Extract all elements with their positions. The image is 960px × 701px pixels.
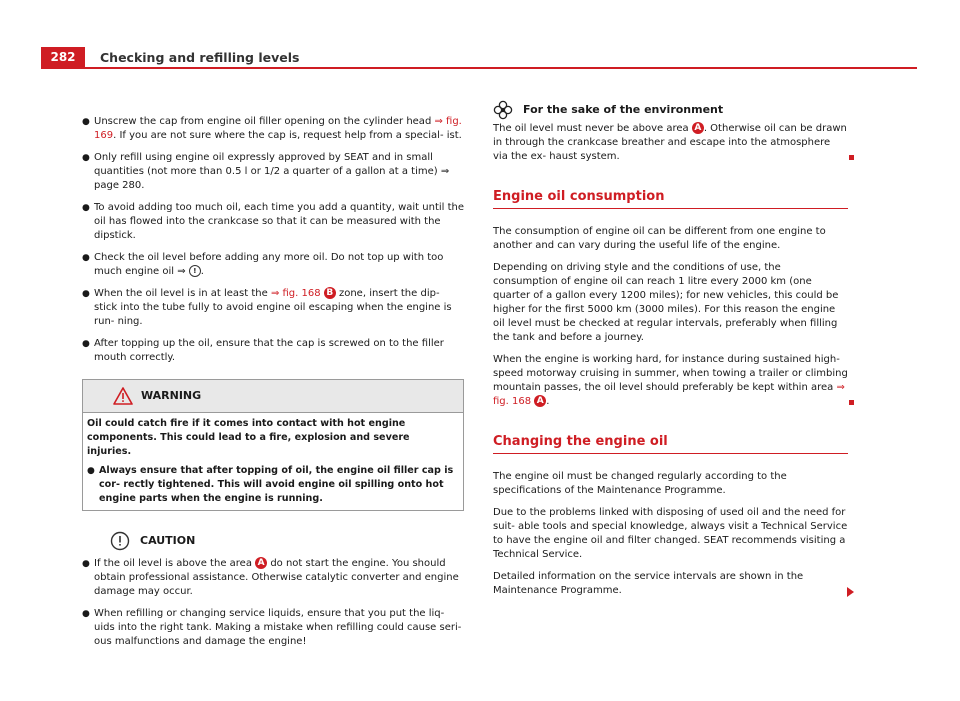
bullet-icon: ● bbox=[82, 609, 90, 619]
right-column bbox=[493, 103, 848, 606]
caution-ref-icon[interactable]: ! bbox=[189, 265, 201, 277]
warning-text: Oil could catch fire if it comes into contact with hot engine components. This could lead to a fire, explosion and severe injuries. bbox=[87, 418, 410, 457]
list-item: ● When refilling or changing service liquids, ensure that you put the liq- uids into the right tank. Making a mistake when refilling could cause seri- ous malfunctions and damage the engine! bbox=[82, 608, 462, 647]
paragraph: Detailed information on the service intervals are shown in the Maintenance Programme. bbox=[493, 570, 848, 598]
caution-title: CAUTION bbox=[140, 534, 196, 547]
list-item: ● Always ensure that after topping of oil, the engine oil filler cap is cor- rectly tightened. This will avoid engine oil spilling onto hot engine parts when the engine is running. bbox=[87, 465, 454, 504]
paragraph: The consumption of engine oil can be different from one engine to another and can vary during the useful life of the engine. bbox=[493, 226, 826, 251]
bullet-icon: ● bbox=[82, 203, 90, 213]
continue-arrow-icon bbox=[847, 587, 854, 597]
warning-box bbox=[82, 379, 464, 511]
caution-header bbox=[82, 529, 464, 553]
list-item: ● If the oil level is above the area A do not start the engine. You should obtain professional assistance. Otherwise catalytic converter and engine damage may occur. bbox=[82, 558, 459, 597]
list-item: ● To avoid adding too much oil, each time you add a quantity, wait until the oil has flowed into the crankcase so that it can be measured with the dipstick. bbox=[82, 202, 465, 241]
environment-text: The oil level must never be above area A . Otherwise oil can be drawn in through the crankcase breather and escape into the atmosphere via the ex- haust system. bbox=[493, 122, 848, 164]
list-item: ● When the oil level is in at least the ⇒ fig. 168 B zone, insert the dip- stick into the tube fully to avoid engine oil escaping when the engine is run- ning. bbox=[82, 288, 452, 327]
environment-header bbox=[493, 100, 848, 120]
paragraph: When the engine is working hard, for instance during sustained high-speed motorway cruising in summer, when towing a trailer or climbing mountain passes, the oil level should preferably be kept within area ⇒ fig. 168 A . bbox=[493, 353, 848, 409]
paragraph: The engine oil must be changed regularly according to the specifications of the Maintenance Programme. bbox=[493, 471, 787, 496]
header-rule bbox=[41, 67, 917, 69]
section-end-marker bbox=[849, 155, 854, 160]
environment-title: For the sake of the environment bbox=[523, 103, 724, 116]
zone-b-badge: B bbox=[324, 287, 336, 299]
bullet-icon: ● bbox=[82, 117, 90, 127]
section-title-oil-consumption: Engine oil consumption bbox=[493, 190, 848, 209]
page-number: 282 bbox=[41, 47, 85, 67]
bullet-icon: ● bbox=[82, 559, 90, 569]
environment-flower-icon bbox=[493, 100, 513, 120]
section-title-changing-oil: Changing the engine oil bbox=[493, 435, 848, 454]
paragraph: Depending on driving style and the conditions of use, the consumption of engine oil can reach 1 litre every 2000 km (one quarter of a gallon every 1200 miles); for new vehicles, this could be higher for the first 5000 km (3000 miles). For this reason the engine oil level must be checked at regular intervals, preferably when filling the tank and before a journey. bbox=[493, 262, 839, 343]
fig-168-link[interactable]: ⇒ fig. 168 bbox=[270, 288, 321, 299]
left-column bbox=[82, 115, 464, 657]
area-a-badge: A bbox=[534, 395, 546, 407]
warning-body bbox=[83, 412, 463, 510]
paragraph: Due to the problems linked with disposing of used oil and the need for suit- able tools and special knowledge, always visit a Technical Service to have the engine oil and filter changed. SEAT recommends visiting a Technical Service. bbox=[493, 507, 848, 560]
warning-header bbox=[83, 380, 463, 412]
warning-title: WARNING bbox=[141, 389, 202, 402]
bullet-icon: ● bbox=[82, 253, 90, 263]
page-header-title: Checking and refilling levels bbox=[100, 50, 300, 65]
area-a-badge: A bbox=[255, 557, 267, 569]
list-item: ● Check the oil level before adding any more oil. Do not top up with too much engine oil ⇒ ! . bbox=[82, 252, 444, 277]
caution-circle-icon bbox=[110, 531, 130, 551]
area-a-badge: A bbox=[692, 122, 704, 134]
list-item: ● Only refill using engine oil expressly approved by SEAT and in small quantities (not more than 0.5 l or 1/2 a quarter of a gallon at a time) ⇒ page 280. bbox=[82, 152, 450, 191]
list-item: ● Unscrew the cap from engine oil filler opening on the cylinder head ⇒ fig. 169. If you are not sure where the cap is, request help from a special- ist. bbox=[82, 116, 462, 141]
bullet-icon: ● bbox=[82, 289, 90, 299]
fig-168-link[interactable]: ⇒ fig. 168 bbox=[493, 382, 845, 407]
warning-triangle-icon bbox=[113, 387, 133, 405]
fig-169-link[interactable]: ⇒ fig. 169 bbox=[94, 116, 462, 141]
list-item: ● After topping up the oil, ensure that the cap is screwed on to the filler mouth correctly. bbox=[82, 338, 444, 363]
bullet-icon: ● bbox=[82, 339, 90, 349]
section-end-marker bbox=[849, 400, 854, 405]
bullet-icon: ● bbox=[87, 466, 95, 476]
bullet-icon: ● bbox=[82, 153, 90, 163]
